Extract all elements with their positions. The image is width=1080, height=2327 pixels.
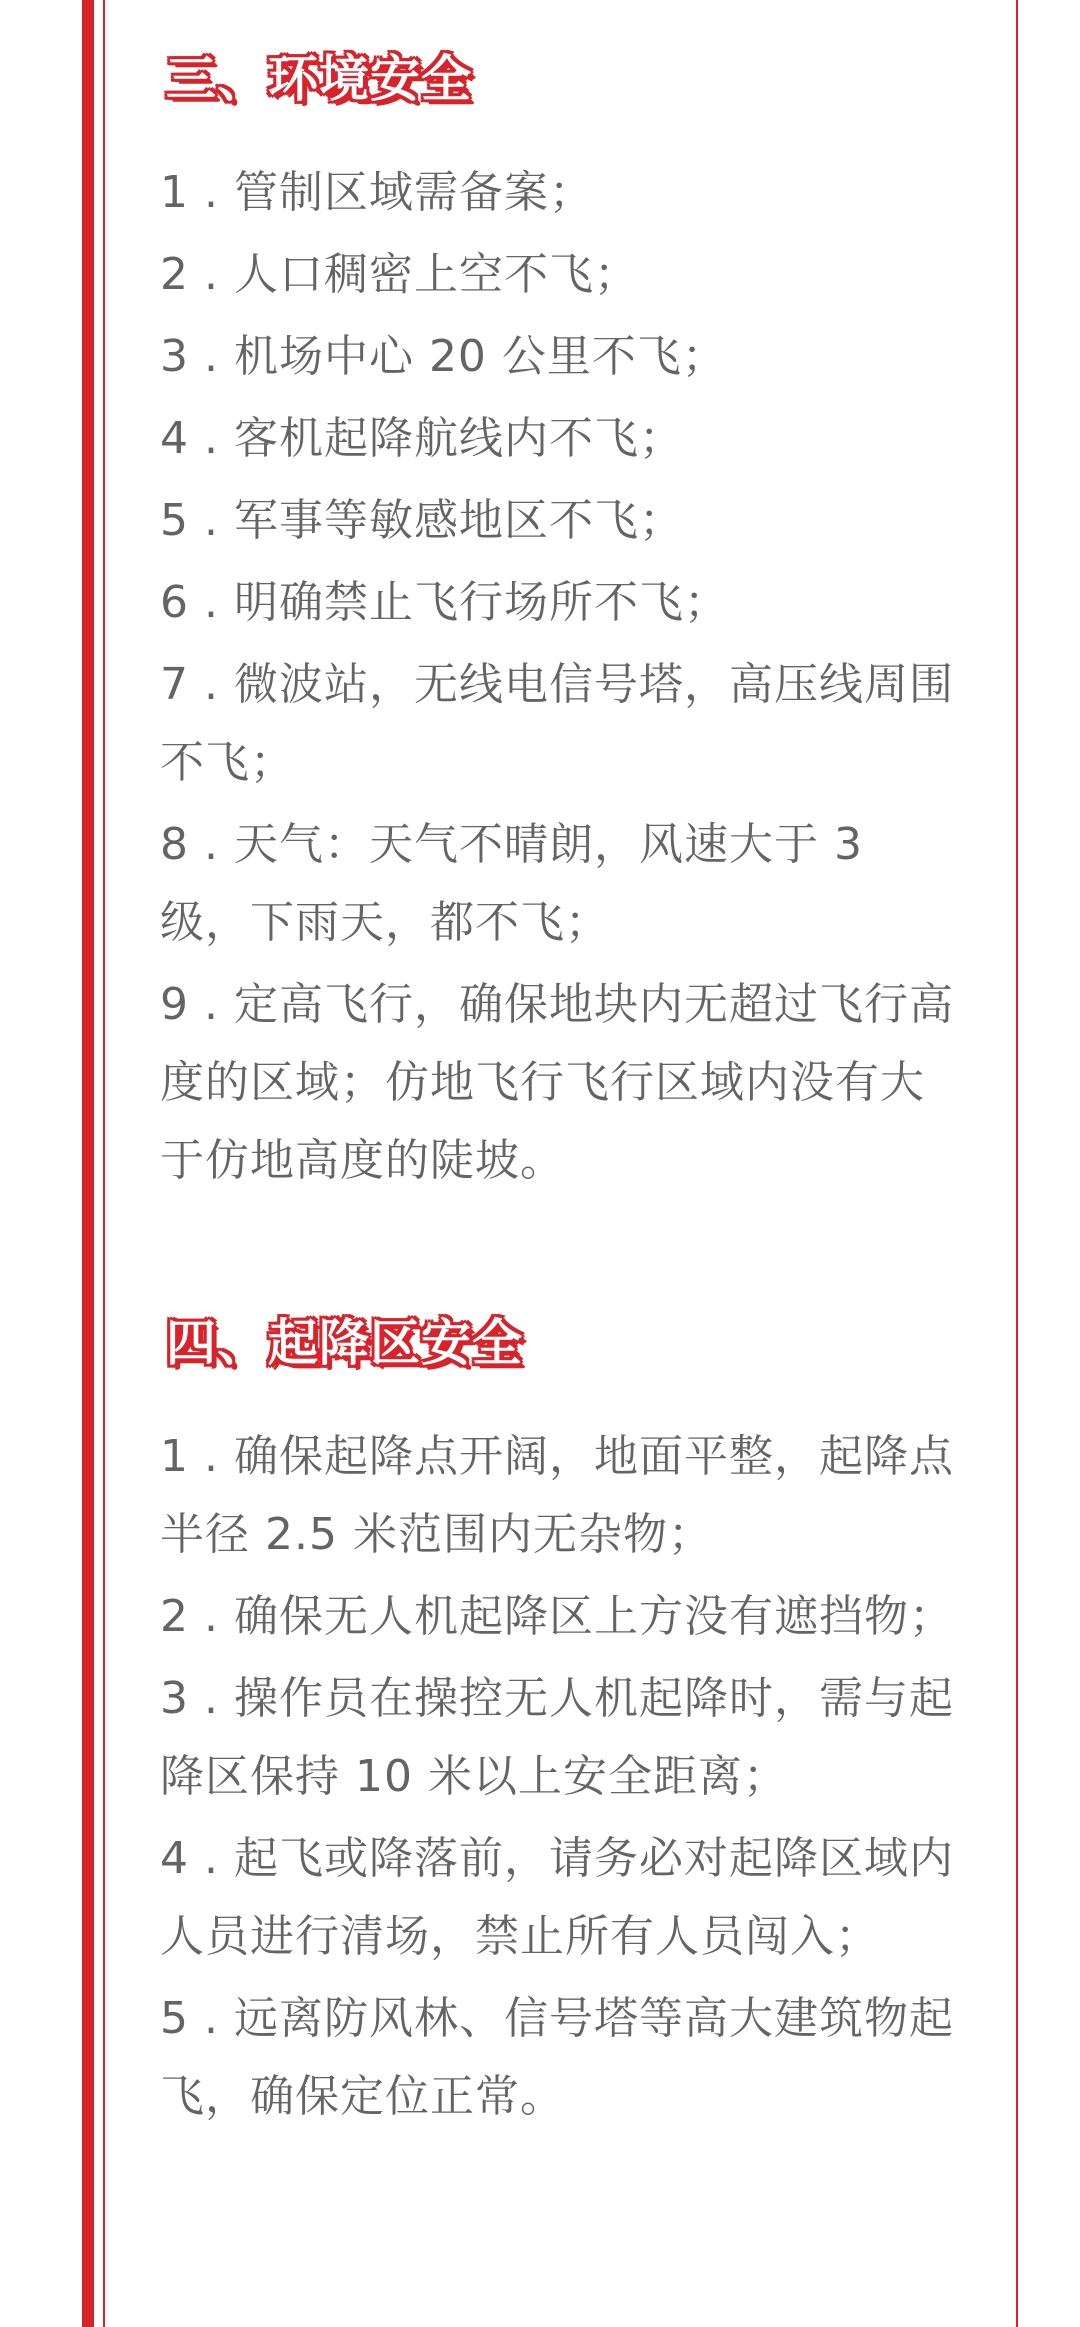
list-item: 7 . 微波站，无线电信号塔，高压线周围不飞； [160,659,954,788]
list-item: 5 . 军事等敏感地区不飞； [160,495,684,546]
left-red-border [82,0,94,2327]
section-environment-safety [160,46,960,1204]
right-thin-border [1016,0,1018,2327]
list-item: 4 . 起飞或降落前，请务必对起降区域内人员进行清场，禁止所有人员闯入； [160,1833,954,1962]
section-takeoff-landing-safety [160,1310,960,2140]
section-heading-text: 四、起降区安全 [166,1314,523,1372]
list-item: 3 . 机场中心 20 公里不飞； [160,331,727,382]
list-item: 5 . 远离防风林、信号塔等高大建筑物起飞，确保定位正常。 [160,1993,954,2122]
list-item: 2 . 确保无人机起降区上方没有遮挡物； [160,1591,954,1642]
rule-list [160,154,960,1200]
left-thin-border [103,0,105,2327]
section-heading [166,46,472,112]
list-item: 6 . 明确禁止飞行场所不飞； [160,577,729,628]
list-item: 1 . 管制区域需备案； [160,167,594,218]
section-heading [166,1310,523,1376]
list-item: 1 . 确保起降点开阔，地面平整，起降点半径 2.5 米范围内无杂物； [160,1431,954,1560]
list-item: 3 . 操作员在操控无人机起降时，需与起降区保持 10 米以上安全距离； [160,1673,954,1802]
list-item: 8 . 天气：天气不晴朗，风速大于 3 级，下雨天，都不飞； [160,819,863,948]
list-item: 9 . 定高飞行，确保地块内无超过飞行高度的区域；仿地飞行飞行区域内没有大于仿地高度的陡坡。 [160,979,954,1186]
section-heading-text: 三、环境安全 [166,50,472,108]
list-item: 2 . 人口稠密上空不飞； [160,249,639,300]
rule-list [160,1418,960,2136]
list-item: 4 . 客机起降航线内不飞； [160,413,684,464]
